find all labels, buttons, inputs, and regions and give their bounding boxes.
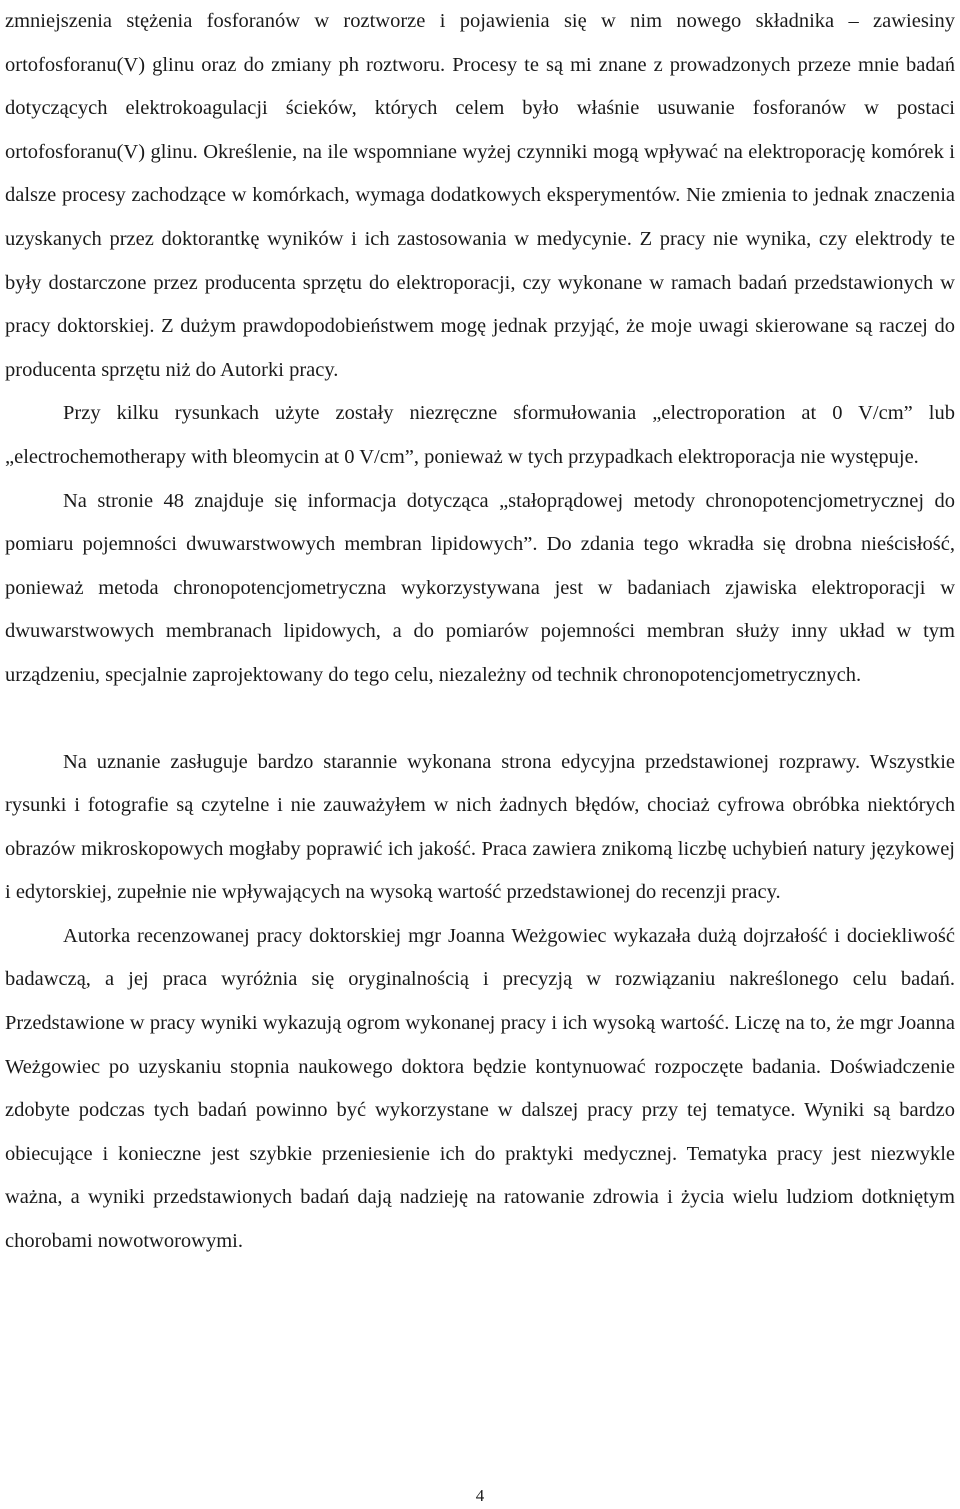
page-number: 4: [475, 1486, 485, 1505]
document-body: [5, 0, 955, 1264]
paragraph-figure-wording: Przy kilku rysunkach użyte zostały niezręczne sformułowania „electroporation at 0 V/cm” lub „electrochemotherapy with bleomycin at 0 V/cm”, ponieważ w tych przypadkach elektroporacja nie występuje.: [5, 402, 955, 468]
paragraph-conclusion: Autorka recenzowanej pracy doktorskiej mgr Joanna Weżgowiec wykazała dużą dojrzałość i dociekliwość badawczą, a jej praca wyróżnia się oryginalnością i precyzją w rozwiązaniu nakreślonego celu badań. Przedstawione w pracy wyniki wykazują ogrom wykonanej pracy i ich wysoką wartość. Liczę na to, że mgr Joanna Weżgowiec po uzyskaniu stopnia naukowego doktora będzie kontynuować rozpoczęte badania. Doświadczenie zdobyte podczas tych badań powinno być wykorzystane w dalszej pracy przy tej tematyce. Wyniki są bardzo obiecujące i konieczne jest szybkie przeniesienie ich do praktyki medycznej. Tematyka pracy jest niezwykle ważna, a wyniki przedstawionych badań dają nadzieję na ratowanie zdrowia i życia wielu ludziom dotkniętym chorobami nowotworowymi.: [5, 924, 955, 1253]
paragraph-editorial-assessment: Na uznanie zasługuje bardzo starannie wykonana strona edycyjna przedstawionej rozprawy. Wszystkie rysunki i fotografie są czytelne i nie zauważyłem w nich żadnych błędów, chociaż cyfrowa obróbka niektórych obrazów mikroskopowych mogłaby poprawić ich jakość. Praca zawiera znikomą liczbę uchybień natury językowej i edytorskiej, zupełnie nie wpływających na wysoką wartość przedstawionej do recenzji pracy.: [5, 750, 955, 904]
paragraph-continuation: zmniejszenia stężenia fosforanów w roztworze i pojawienia się w nim nowego składnika – zawiesiny ortofosforanu(V) glinu oraz do zmiany ph roztworu. Procesy te są mi znane z prowadzonych przeze mnie badań dotyczących elektrokoagulacji ścieków, których celem było właśnie usuwanie fosforanów w postaci ortofosforanu(V) glinu. Określenie, na ile wspomniane wyżej czynniki mogą wpływać na elektroporację komórek i dalsze procesy zachodzące w komórkach, wymaga dodatkowych eksperymentów. Nie zmienia to jednak znaczenia uzyskanych przez doktorantkę wyników i ich zastosowania w medycynie. Z pracy nie wynika, czy elektrody te były dostarczone przez producenta sprzętu do elektroporacji, czy wykonane w ramach badań przedstawionych w pracy doktorskiej. Z dużym prawdopodobieństwem mogę jednak przyjąć, że moje uwagi skierowane są raczej do producenta sprzętu niż do Autorki pracy.: [5, 10, 955, 381]
paragraph-page-48-note: Na stronie 48 znajduje się informacja dotycząca „stałoprądowej metody chronopotencjometrycznej do pomiaru pojemności dwuwarstwowych membran lipidowych”. Do zdania tego wkradła się drobna nieścisłość, ponieważ metoda chronopotencjometryczna wykorzystywana jest w badaniach zjawiska elektroporacji w dwuwarstwowych membranach lipidowych, a do pomiarów pojemności membran służy inny układ w tym urządzeniu, specjalnie zaprojektowany do tego celu, niezależny od technik chronopotencjometrycznych.: [5, 489, 955, 686]
